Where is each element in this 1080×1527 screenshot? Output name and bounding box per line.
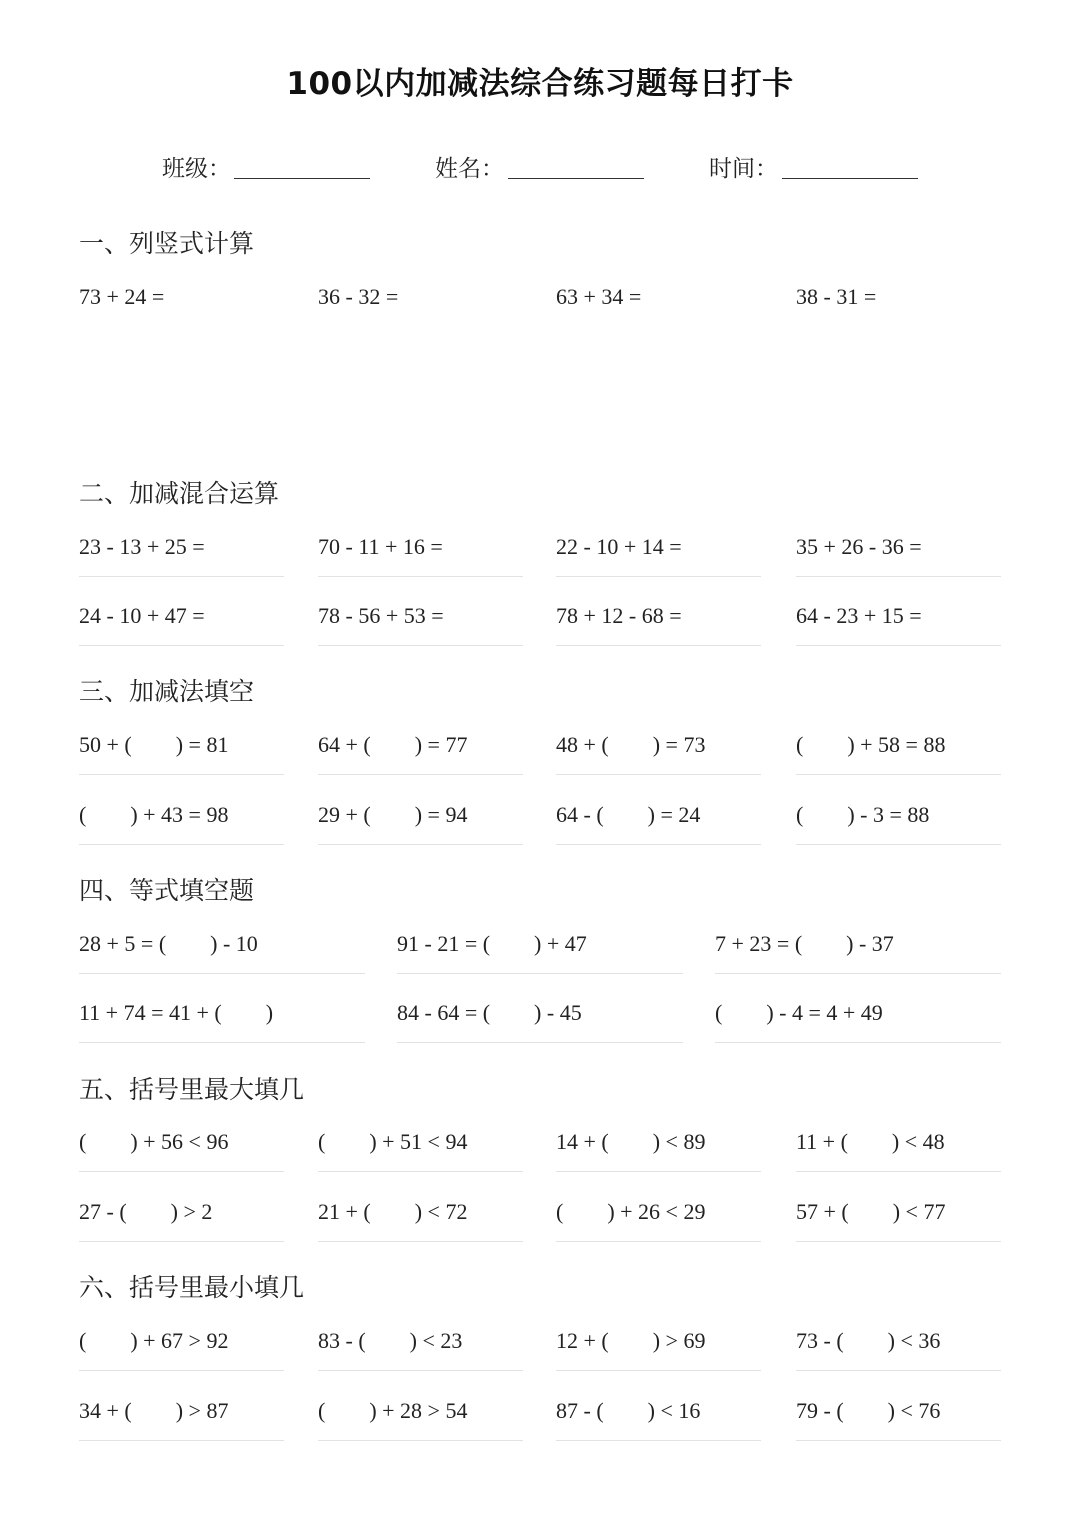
problem: 27 - ( ) > 2 bbox=[79, 1197, 284, 1242]
section-2-title: 二、加减混合运算 bbox=[79, 479, 280, 508]
problem: 79 - ( ) < 76 bbox=[796, 1396, 1001, 1441]
problem: 64 + ( ) = 77 bbox=[318, 730, 523, 775]
problem: 73 - ( ) < 36 bbox=[796, 1326, 1001, 1371]
problem: ( ) - 4 = 4 + 49 bbox=[715, 998, 1001, 1043]
problem: 35 + 26 - 36 = bbox=[796, 532, 1001, 577]
problem: 83 - ( ) < 23 bbox=[318, 1326, 523, 1371]
problem: 11 + ( ) < 48 bbox=[796, 1127, 1001, 1172]
section-4-title: 四、等式填空题 bbox=[79, 876, 255, 905]
problem: 78 - 56 + 53 = bbox=[318, 601, 523, 646]
section-6-title: 六、括号里最小填几 bbox=[79, 1273, 305, 1302]
class-field[interactable] bbox=[162, 146, 372, 186]
problem: 64 - 23 + 15 = bbox=[796, 601, 1001, 646]
time-blank-line[interactable] bbox=[782, 178, 918, 179]
problem: 34 + ( ) > 87 bbox=[79, 1396, 284, 1441]
problem: ( ) + 51 < 94 bbox=[318, 1127, 523, 1172]
problem: 28 + 5 = ( ) - 10 bbox=[79, 929, 365, 974]
section-1-title: 一、列竖式计算 bbox=[79, 229, 255, 258]
problem: 22 - 10 + 14 = bbox=[556, 532, 761, 577]
problem: 7 + 23 = ( ) - 37 bbox=[715, 929, 1001, 974]
section-5-title: 五、括号里最大填几 bbox=[79, 1075, 305, 1104]
problem: 87 - ( ) < 16 bbox=[556, 1396, 761, 1441]
class-blank-line[interactable] bbox=[234, 178, 370, 179]
problem: 23 - 13 + 25 = bbox=[79, 532, 284, 577]
problem: ( ) + 56 < 96 bbox=[79, 1127, 284, 1172]
problem: 84 - 64 = ( ) - 45 bbox=[397, 998, 683, 1043]
name-label: 姓名： bbox=[435, 156, 504, 182]
problem: ( ) + 28 > 54 bbox=[318, 1396, 523, 1441]
problem: ( ) - 3 = 88 bbox=[796, 800, 1001, 845]
problem: 57 + ( ) < 77 bbox=[796, 1197, 1001, 1242]
problem: 12 + ( ) > 69 bbox=[556, 1326, 761, 1371]
problem: 91 - 21 = ( ) + 47 bbox=[397, 929, 683, 974]
problem: 21 + ( ) < 72 bbox=[318, 1197, 523, 1242]
problem: ( ) + 58 = 88 bbox=[796, 730, 1001, 775]
name-field[interactable] bbox=[435, 146, 645, 186]
problem: ( ) + 26 < 29 bbox=[556, 1197, 761, 1242]
worksheet-title: 100以内加减法综合练习题每日打卡 bbox=[286, 66, 794, 102]
section-3-title: 三、加减法填空 bbox=[79, 677, 255, 706]
problem: 36 - 32 = bbox=[318, 284, 399, 309]
problem: 63 + 34 = bbox=[556, 284, 642, 309]
problem: 64 - ( ) = 24 bbox=[556, 800, 761, 845]
problem: ( ) + 67 > 92 bbox=[79, 1326, 284, 1371]
problem: 38 - 31 = bbox=[796, 284, 877, 309]
time-field[interactable] bbox=[709, 146, 919, 186]
problem: 50 + ( ) = 81 bbox=[79, 730, 284, 775]
problem: 14 + ( ) < 89 bbox=[556, 1127, 761, 1172]
class-label: 班级： bbox=[162, 156, 231, 182]
problem: 73 + 24 = bbox=[79, 284, 165, 309]
problem: 48 + ( ) = 73 bbox=[556, 730, 761, 775]
time-label: 时间： bbox=[709, 156, 778, 182]
problem: 29 + ( ) = 94 bbox=[318, 800, 523, 845]
problem: 24 - 10 + 47 = bbox=[79, 601, 284, 646]
problem: 78 + 12 - 68 = bbox=[556, 601, 761, 646]
name-blank-line[interactable] bbox=[508, 178, 644, 179]
problem: 70 - 11 + 16 = bbox=[318, 532, 523, 577]
problem: ( ) + 43 = 98 bbox=[79, 800, 284, 845]
problem: 11 + 74 = 41 + ( ) bbox=[79, 998, 365, 1043]
